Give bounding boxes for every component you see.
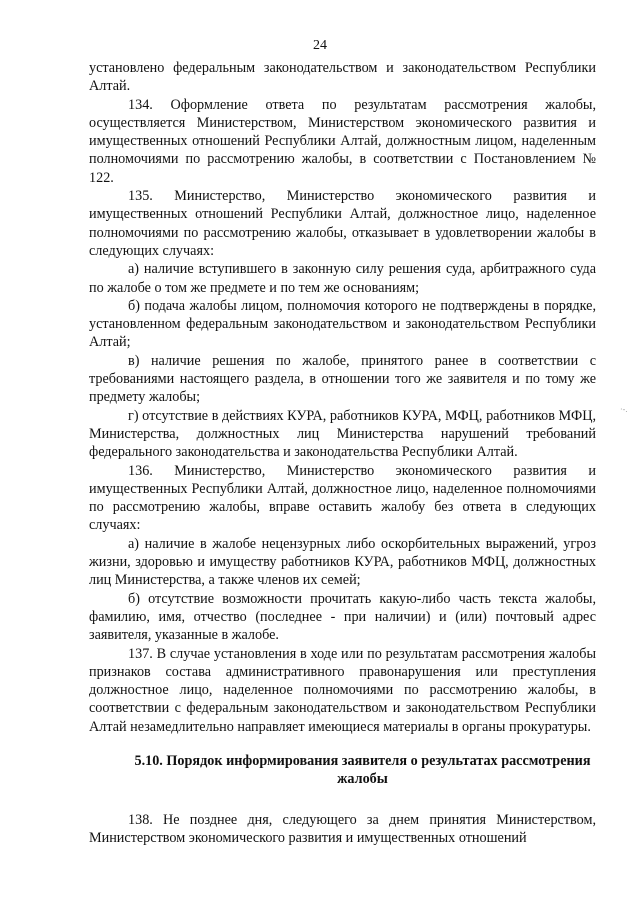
paragraph-135-b: б) подача жалобы лицом, полномочия которого не подтверждены в порядке, установленном федеральным законодательством и законодательством Республики Алтай; <box>89 297 596 351</box>
paragraph-135-v: в) наличие решения по жалобе, принятого ранее в соответствии с требованиями настоящего раздела, в отношении того же заявителя и по тому же предмету жалобы; <box>89 352 596 406</box>
paragraph-134: 134. Оформление ответа по результатам рассмотрения жалобы, осуществляется Министерством, Министерством экономического развития и имущественных отношений Республики Алтай, должностным лицом, наделенным полномочиями по рассмотрению жалобы, в соответствии с Постановлением № 122. <box>89 96 596 186</box>
paragraph-136-b: б) отсутствие возможности прочитать какую-либо часть текста жалобы, фамилию, имя, отчество (последнее - при наличии) и (или) почтовый адрес заявителя, указанные в жалобе. <box>89 590 596 644</box>
paragraph-135-g: г) отсутствие в действиях КУРА, работников КУРА, МФЦ, работников МФЦ, Министерства, должностных лиц Министерства нарушений требований федерального законодательства и законодательства Республики Алтай. <box>89 407 596 461</box>
document-body <box>89 59 596 847</box>
paragraph-138: 138. Не позднее дня, следующего за днем принятия Министерством, Министерством экономического развития и имущественных отношений <box>89 811 596 846</box>
paragraph-135: 135. Министерство, Министерство экономического развития и имущественных отношений Республики Алтай, должностное лицо, наделенное полномочиями по рассмотрению жалобы, отказывает в удовлетворении жалобы в следующих случаях: <box>89 188 596 259</box>
paragraph-continuation: установлено федеральным законодательством и законодательством Республики Алтай. <box>89 60 596 95</box>
paragraph-135-a: а) наличие вступившего в законную силу решения суда, арбитражного суда по жалобе о том же предмете и по тем же основаниям; <box>89 261 596 296</box>
page-number: 24 <box>313 38 327 53</box>
paragraph-137: 137. В случае установления в ходе или по результатам рассмотрения жалобы признаков состава административного правонарушения или преступления должностное лицо, наделенное полномочиями по рассмотрению жалобы, в соответствии с федеральным законодательством и законодательством Республики Алтай незамедлительно направляет имеющиеся материалы в органы прокуратуры. <box>89 645 596 735</box>
section-heading: 5.10. Порядок информирования заявителя о результатах рассмотрения жалобы <box>134 752 591 788</box>
margin-scan-mark: ·-. <box>620 405 628 414</box>
paragraph-136-a: а) наличие в жалобе нецензурных либо оскорбительных выражений, угроз жизни, здоровью и имуществу работников КУРА, работников МФЦ, должностных лиц Министерства, а также членов их семей; <box>89 535 596 589</box>
paragraph-136: 136. Министерство, Министерство экономического развития и имущественных Республики Алтай, должностное лицо, наделенное полномочиями по рассмотрению жалобы, вправе оставить жалобу без ответа в следующих случаях: <box>89 462 596 534</box>
